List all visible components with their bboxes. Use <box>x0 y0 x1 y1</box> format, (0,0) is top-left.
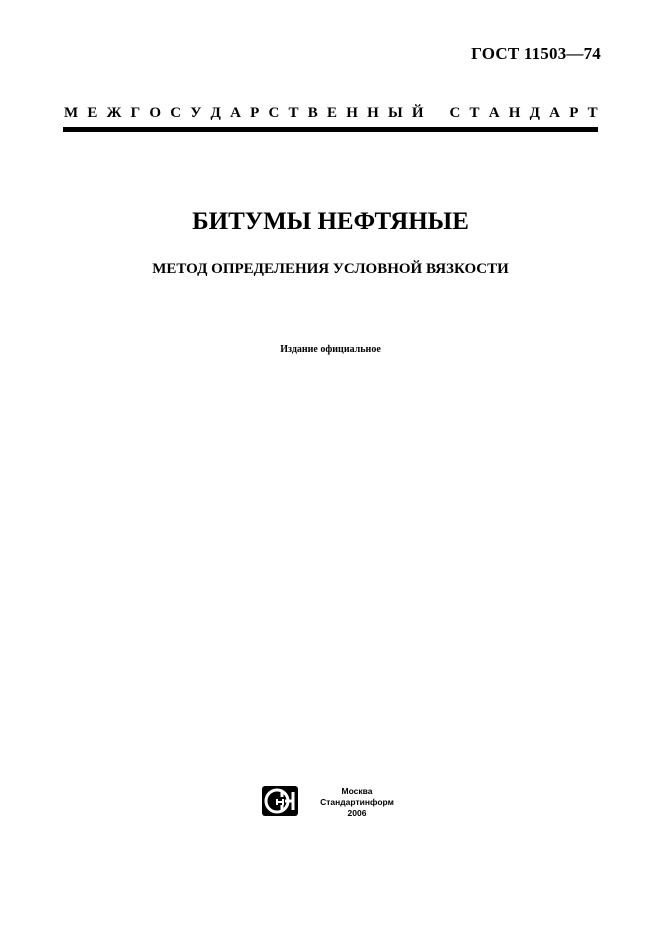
edition-note: Издание официальное <box>280 344 381 355</box>
standard-type-heading <box>64 104 598 122</box>
heading-letter: А <box>230 105 241 121</box>
heading-letter: С <box>449 105 461 121</box>
imprint-year: 2006 <box>347 808 367 818</box>
gost-number: ГОСТ 11503—74 <box>471 44 601 63</box>
heading-letter: Й <box>411 105 424 121</box>
heading-letter: Т <box>469 105 480 121</box>
heading-letter: Е <box>87 105 98 121</box>
heading-letter: У <box>190 105 202 121</box>
heading-letter: Т <box>587 105 598 121</box>
heading-gap <box>433 104 441 122</box>
heading-letter: Д <box>529 105 540 121</box>
heading-letter: М <box>64 105 79 121</box>
heading-letter: В <box>307 105 318 121</box>
heading-letter: С <box>170 105 182 121</box>
standartinform-logo-icon <box>262 786 298 816</box>
heading-letter: А <box>488 105 500 121</box>
imprint <box>310 786 404 819</box>
document-subtitle: МЕТОД ОПРЕДЕЛЕНИЯ УСЛОВНОЙ ВЯЗКОСТИ <box>152 261 509 277</box>
heading-letter: Д <box>210 105 221 121</box>
imprint-publisher: Стандартинформ <box>320 797 394 807</box>
heading-letter: Р <box>250 105 260 121</box>
heading-letter: Н <box>367 105 379 121</box>
heading-letter: Ы <box>387 105 403 121</box>
imprint-city: Москва <box>341 786 373 796</box>
heading-letter: Н <box>346 105 358 121</box>
heading-letter: А <box>549 105 561 121</box>
heading-letter: Ж <box>106 105 122 121</box>
heading-letter: Н <box>508 105 521 121</box>
header-rule <box>63 127 598 132</box>
heading-letter: О <box>149 105 162 121</box>
heading-letter: Т <box>288 105 299 121</box>
heading-letter: Г <box>130 105 141 121</box>
document-title: БИТУМЫ НЕФТЯНЫЕ <box>192 208 469 235</box>
heading-letter: Е <box>326 105 337 121</box>
heading-letter: Р <box>569 105 579 121</box>
heading-letter: С <box>268 105 280 121</box>
